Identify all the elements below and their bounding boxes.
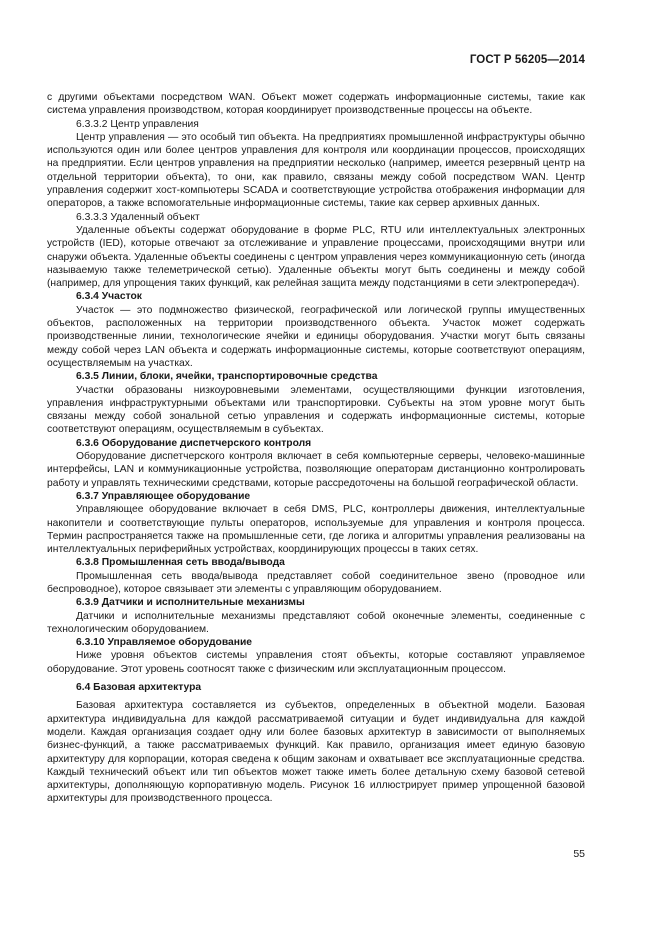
section-heading: 6.3.8 Промышленная сеть ввода/вывода	[76, 557, 285, 569]
section-heading: 6.3.5 Линии, блоки, ячейки, транспортировочные средства	[76, 371, 378, 383]
document-id-header: ГОСТ Р 56205—2014	[469, 54, 585, 66]
paragraph: Базовая архитектура составляется из субъектов, определенных в объектной модели. Базовая архитектура индивидуальна для каждой рассматриваемой ситуации и будет индивидуальна для каждой модели. Каждая организация создает одну или более базовых архитектур в зависимости от выполняемых бизнес-функций, а также рассматриваемых функций. Как правило, организация имеет единую базовую архитектуру для корпорации, которая сведена к общим законам и охватывает все эксплуатационные средства. Каждый технический объект или тип объектов может также иметь более детальную схему базовой сетевой архитектуры, дополняющую корпоративную модель. Рисунок 16 иллюстрирует пример упрощенной базовой архитектуры для производственного процесса.	[47, 700, 585, 805]
paragraph: Центр управления — это особый тип объекта. На предприятиях промышленной инфраструктуры обычно используются один или более центров управления для контроля или координации процессов, происходящих на предприятии. Если центров управления на предприятии несколько (например, имеется резервный центр на отдельной территории объекта), то они, как правило, связаны между собой посредством WAN. Центр управления содержит хост-компьютеры SCADA и соответствующие устройства отображения информации для операторов, а также вспомогательные информационные системы, такие как сервер архивных данных.	[47, 131, 585, 210]
paragraph: Оборудование диспетчерского контроля включает в себя компьютерные серверы, человеко-машинные интерфейсы, LAN и коммуникационные устройства, позволяющие операторам дистанционно контролировать работу и управлять техническими средствами, которые рассредоточены на большой географической области.	[47, 451, 585, 489]
section-heading: 6.3.9 Датчики и исполнительные механизмы	[76, 597, 305, 609]
section-heading: 6.3.6 Оборудование диспетчерского контроля	[76, 437, 312, 449]
paragraph: Участок — это подмножество физической, географической или логической группы имущественных объектов, расположенных на территории производственного объекта. Участок может содержать производственные линии, технологические ячейки и единицы оборудования. Участки могут быть связаны между собой через LAN объекта и содержать информационные системы, которые соответствуют операциям, осуществляемым на участках.	[47, 304, 585, 369]
subsection-heading: 6.3.3.2 Центр управления	[76, 118, 199, 130]
section-heading: 6.3.7 Управляющее оборудование	[76, 490, 251, 502]
paragraph: с другими объектами посредством WAN. Объект может содержать информационные системы, такие как система управления производством, которая координирует производственные процессы на объекте.	[47, 92, 585, 117]
section-heading: 6.3.10 Управляемое оборудование	[76, 637, 253, 649]
page-number: 55	[573, 848, 585, 860]
subsection-heading: 6.3.3.3 Удаленный объект	[76, 211, 200, 223]
section-heading: 6.4 Базовая архитектура	[76, 682, 202, 694]
paragraph: Удаленные объекты содержат оборудование в форме PLC, RTU или интеллектуальных электронных устройств (IED), которые отвечают за отслеживание и управление процессами, происходящими внутри или снаружи объекта. Удаленные объекты соединены с центром управления через коммуникационную сеть (иногда называемую также телеметрической сетью). Удаленные объекты могут быть соединены и между собой (например, для упрощения таких функций, как релейная защита между подстанциями в сети электропередач).	[47, 224, 585, 290]
section-heading: 6.3.4 Участок	[76, 291, 142, 303]
paragraph: Участки образованы низкоуровневыми элементами, осуществляющими функции изготовления, управления инфраструктурными объектами или транспортировки. Субъекты на этом уровне могут быть связаны между собой зональной сетью управления и содержать информационные системы, которые соответствуют операциям, осуществляемым в субъектах.	[47, 384, 585, 436]
document-body	[47, 91, 585, 806]
paragraph: Промышленная сеть ввода/вывода представляет собой соединительное звено (проводное или беспроводное), которое связывает эти элементы с управляющим оборудованием.	[47, 570, 585, 595]
paragraph: Управляющее оборудование включает в себя DMS, PLC, контроллеры движения, интеллектуальные накопители и соответствующие пульты операторов, используемые для управления и контроля процесса. Термин распространяется также на промышленные сети, где логика и алгоритмы управления реализованы на интеллектуальных периферийных устройствах, координирующих процессы в таких сетях.	[47, 504, 585, 556]
paragraph: Ниже уровня объектов системы управления стоят объекты, которые составляют управляемое оборудование. Этот уровень соотносят также с физическим или эксплуатационным процессом.	[47, 650, 585, 675]
paragraph: Датчики и исполнительные механизмы представляют собой оконечные элементы, соединенные с технологическим оборудованием.	[47, 610, 585, 635]
